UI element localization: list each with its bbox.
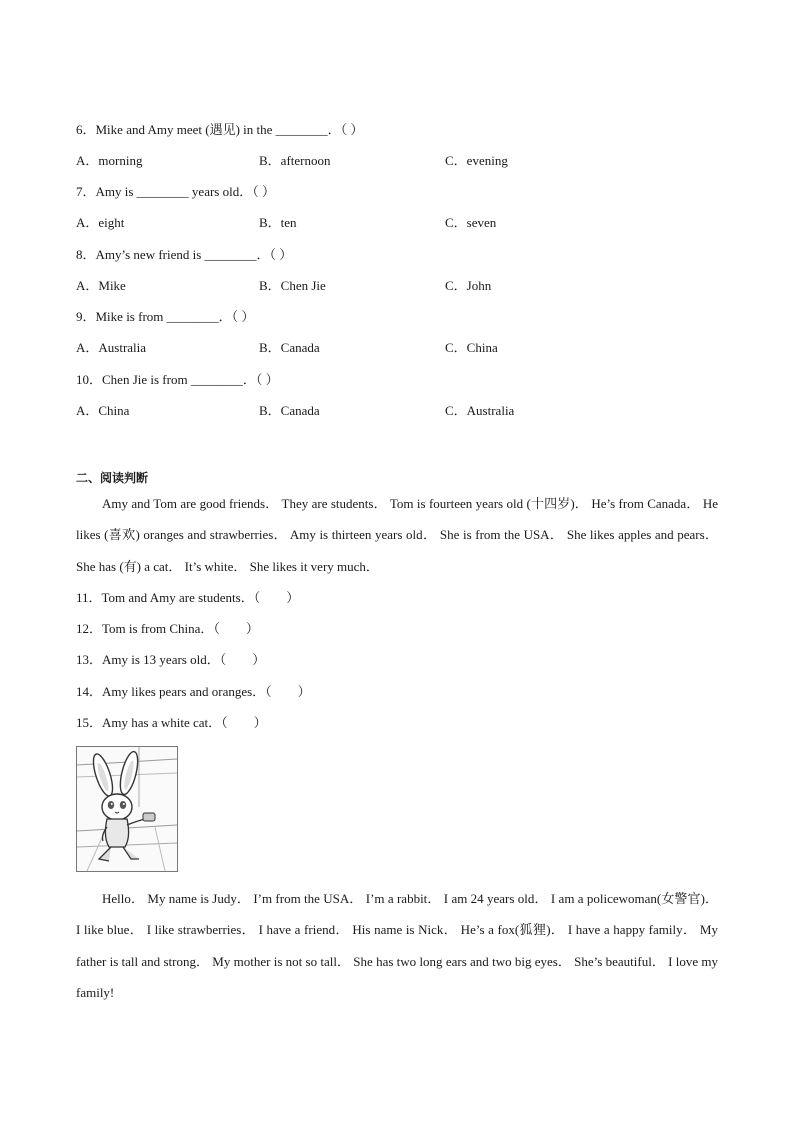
statement-15: 15．Amy has a white cat．（ ） bbox=[76, 715, 267, 730]
statement-12: 12．Tom is from China．（ ） bbox=[76, 621, 259, 636]
option-b: B．afternoon bbox=[259, 153, 331, 168]
option-a: A．morning bbox=[76, 153, 143, 168]
question-8-options bbox=[76, 277, 716, 295]
section-heading: 二、阅读判断 bbox=[76, 471, 149, 485]
option-c: C．evening bbox=[445, 153, 508, 168]
question-10-stem: 10．Chen Jie is from ________．（ ） bbox=[76, 372, 279, 387]
reading-passage-1: Amy and Tom are good friends． They are students． Tom is fourteen years old (十四岁)． He’s from Canada． He likes (喜欢) oranges and strawberries． Amy is thirteen years old． She is from the USA． She likes apples and pears． She has (有) a cat． It’s white． She likes it very much． bbox=[76, 496, 718, 574]
option-a: A．Australia bbox=[76, 340, 147, 355]
option-b: B．ten bbox=[259, 215, 297, 230]
question-10-options bbox=[76, 402, 716, 420]
option-b: B．Canada bbox=[259, 340, 320, 355]
option-a: A．Mike bbox=[76, 278, 126, 293]
question-8-stem: 8．Amy’s new friend is ________．（ ） bbox=[76, 247, 293, 262]
question-9-options bbox=[76, 339, 716, 357]
question-9-stem: 9．Mike is from ________．（ ） bbox=[76, 309, 255, 324]
statement-11: 11．Tom and Amy are students．（ ） bbox=[76, 590, 300, 605]
question-7-options bbox=[76, 214, 716, 232]
question-6-options bbox=[76, 152, 716, 170]
question-6-stem: 6．Mike and Amy meet (遇见) in the ________．（ ） bbox=[76, 122, 364, 137]
option-c: C．seven bbox=[445, 215, 497, 230]
option-c: C．China bbox=[445, 340, 498, 355]
option-b: B．Chen Jie bbox=[259, 278, 326, 293]
reading-passage-2: Hello． My name is Judy． I’m from the USA． I’m a rabbit． I am 24 years old． I am a policewoman(女警官)． I like blue． I like strawberries． I have a friend． His name is Nick． He’s a fox(狐狸)． I have a happy family． My father is tall and strong． My mother is not so tall． She has two long ears and two big eyes． She’s beautiful． I love my family! bbox=[76, 891, 718, 1000]
option-c: C．John bbox=[445, 278, 492, 293]
option-a: A．eight bbox=[76, 215, 125, 230]
statement-13: 13．Amy is 13 years old．（ ） bbox=[76, 652, 266, 667]
rabbit-illustration-icon bbox=[76, 746, 178, 872]
option-c: C．Australia bbox=[445, 403, 515, 418]
option-a: A．China bbox=[76, 403, 130, 418]
option-b: B．Canada bbox=[259, 403, 320, 418]
question-7-stem: 7．Amy is ________ years old．（ ） bbox=[76, 184, 275, 199]
statement-14: 14．Amy likes pears and oranges．（ ） bbox=[76, 684, 311, 699]
